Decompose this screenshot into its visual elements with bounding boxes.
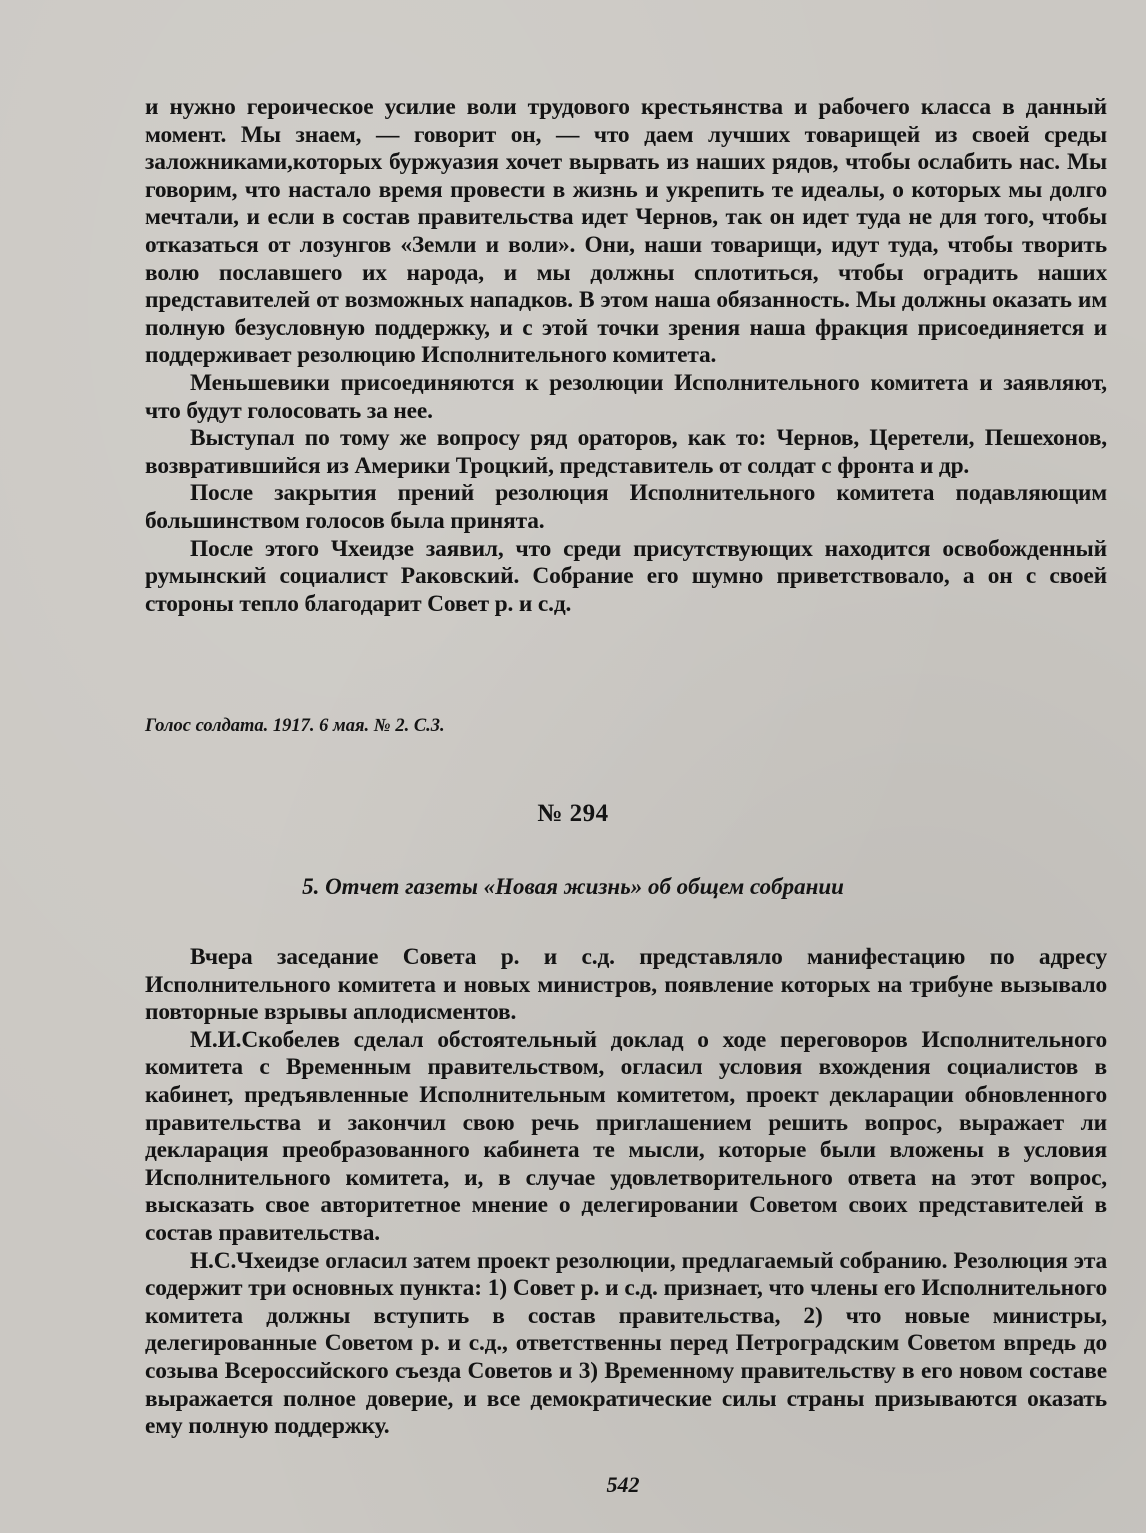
paragraph-rakovsky: После этого Чхеидзе заявил, что среди присутствующих находится освобожденный румынский социалист Раковский. Собрание его шумно приветствовало, а он с своей стороны тепло благодарит Совет р. и с.д. <box>145 535 1107 617</box>
source-citation: Голос солдата. 1917. 6 мая. № 2. С.3. <box>145 716 445 736</box>
document-number: № 294 <box>537 800 609 827</box>
paragraph-mensheviks: Меньшевики присоединяются к резолюции Исполнительного комитета и заявляют, что будут голосовать за нее. <box>145 369 1107 424</box>
paragraph-resolution-adopted: После закрытия прений резолюция Исполнительного комитета подавляющим большинством голосов была принята. <box>145 480 1107 534</box>
text-block-bottom <box>145 944 1107 1441</box>
document-title: 5. Отчет газеты «Новая жизнь» об общем собрании <box>302 874 844 899</box>
paragraph-session: Вчера заседание Совета р. и с.д. представляло манифестацию по адресу Исполнительного комитета и новых министров, появление которых на трибуне вызывало повторные взрывы аплодисментов. <box>145 944 1107 1026</box>
text-block-top <box>145 94 1107 618</box>
paragraph-continuation: и нужно героическое усилие воли трудового крестьянства и рабочего класса в данный момент. Мы знаем, — говорит он, — что даем лучших товарищей из своей среды заложниками,которых буржуазия хочет вырвать из наших рядов, чтобы ослабить нас. Мы говорим, что настало время провести в жизнь и укрепить те идеалы, о которых мы долго мечтали, и если в состав правительства идет Чернов, так он идет туда не для того, чтобы отказаться от лозунгов «Земли и воли». Они, наши товарищи, идут туда, чтобы творить волю пославшего их народа, и мы должны сплотиться, чтобы оградить наших представителей от возможных нападков. В этом наша обязанность. Мы должны оказать им полную безусловную поддержку, и с этой точки зрения наша фракция присоединяется и поддерживает резолюцию Исполнительного комитета. <box>145 94 1107 369</box>
page-number: 542 <box>606 1472 640 1497</box>
paragraph-chkheidze: Н.С.Чхеидзе огласил затем проект резолюции, предлагаемый собранию. Резолюция эта содержит три основных пункта: 1) Совет р. и с.д. признает, что члены его Исполнительного комитета должны вступить в состав правительства, 2) что новые министры, делегированные Советом р. и с.д., ответственны перед Петроградским Советом впредь до созыва Всероссийского съезда Советов и 3) Временному правительству в его новом составе выражается полное доверие, и все демократические силы страны призываются оказать ему полную поддержку. <box>145 1247 1107 1440</box>
paragraph-skobelev: М.И.Скобелев сделал обстоятельный доклад о ходе переговоров Исполнительного комитета с Временным правительством, огласил условия вхождения социалистов в кабинет, предъявленные Исполнительным комитетом, проект декларации обновленного правительства и закончил свою речь приглашением решить вопрос, выражает ли декларация преобразованного кабинета те мысли, которые были вложены в условия Исполнительного комитета, и, в случае удовлетворительного ответа на этот вопрос, высказать свое авторитетное мнение о делегировании Советом своих представителей в состав правительства. <box>145 1026 1107 1246</box>
paragraph-speakers: Выступал по тому же вопросу ряд ораторов, как то: Чернов, Церетели, Пешехонов, возвратившийся из Америки Троцкий, представитель от солдат с фронта и др. <box>145 425 1107 479</box>
